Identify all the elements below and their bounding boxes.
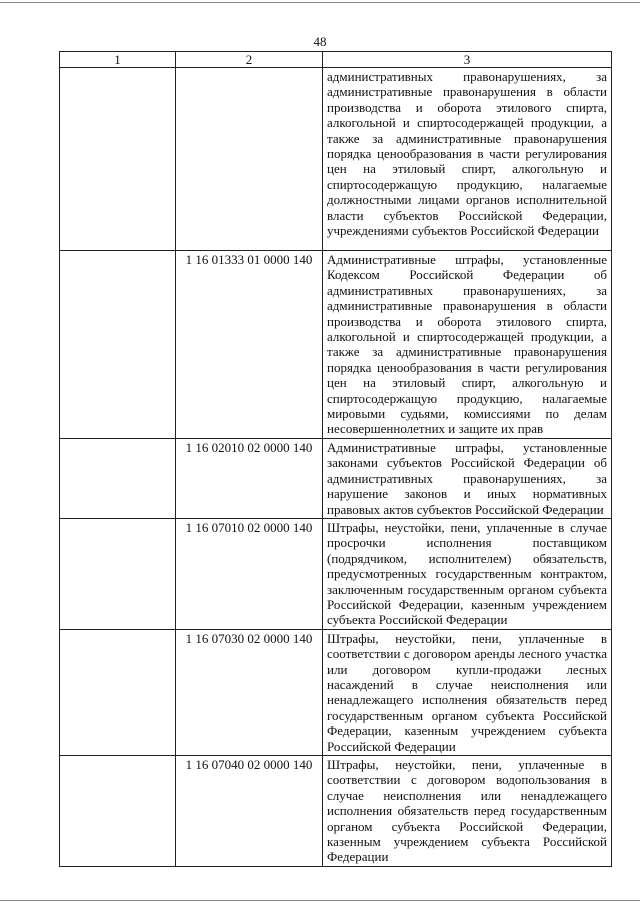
budget-code-cell: 1 16 07030 02 0000 140: [176, 629, 323, 755]
scan-top-edge: [0, 2, 640, 3]
budget-code-cell: 1 16 07010 02 0000 140: [176, 518, 323, 629]
budget-code-cell: [176, 68, 323, 251]
table-row: [60, 251, 612, 439]
row-col1-cell: [60, 438, 176, 518]
column-header-1: 1: [60, 52, 176, 68]
budget-codes-table: [59, 51, 612, 867]
page-number: 48: [313, 34, 327, 49]
row-col1-cell: [60, 251, 176, 439]
table-header-row: [60, 52, 612, 68]
row-col1-cell: [60, 629, 176, 755]
budget-code-cell: 1 16 07040 02 0000 140: [176, 756, 323, 867]
table-row: [60, 756, 612, 867]
row-col1-cell: [60, 756, 176, 867]
description-cell: Административные штрафы, установленные Кодексом Российской Федерации об административных правонарушениях, за административные правонарушения в области производства и оборота этилового спирта, алкогольной и спиртосодержащей продукции, а также за административные правонарушения порядка ценообразования в части регулирования цен на этиловый спирт, алкогольную и спиртосодержащую продукцию, налагаемые мировыми судьями, комиссиями по делам несовершеннолетних и защите их прав: [323, 251, 612, 439]
description-cell: Штрафы, неустойки, пени, уплаченные в случае просрочки исполнения поставщиком (подрядчиком, исполнителем) обязательств, предусмотренных государственным контрактом, заключенным государственным органом субъекта Российской Федерации, казенным учреждением субъекта Российской Федерации: [323, 518, 612, 629]
description-cell: Штрафы, неустойки, пени, уплаченные в соответствии с договором водопользования в случае неисполнения или ненадлежащего исполнения обязательств перед государственным органом субъекта Российской Федерации, казенным учреждением субъекта Российской Федерации: [323, 756, 612, 867]
description-cell: Штрафы, неустойки, пени, уплаченные в соответствии с договором аренды лесного участка или договором купли-продажи лесных насаждений в случае неисполнения или ненадлежащего исполнения обязательств перед государственным органом субъекта Российской Федерации, казенным учреждением субъекта Российской Федерации: [323, 629, 612, 755]
budget-code-cell: 1 16 02010 02 0000 140: [176, 438, 323, 518]
column-header-3: 3: [323, 52, 612, 68]
row-col1-cell: [60, 68, 176, 251]
table-row: [60, 438, 612, 518]
description-cell: административных правонарушениях, за административные правонарушения в области производства и оборота этилового спирта, алкогольной и спиртосодержащей продукции, а также за административные правонарушения порядка ценообразования в части регулирования цен на этиловый спирт, алкогольную и спиртосодержащую продукцию, налагаемые должностными лицами органов исполнительной власти субъектов Российской Федерации, учреждениями субъектов Российской Федерации: [323, 68, 612, 251]
table-row: [60, 629, 612, 755]
table-row: [60, 68, 612, 251]
description-cell: Административные штрафы, установленные законами субъектов Российской Федерации об административных правонарушениях, за нарушение законов и иных нормативных правовых актов субъектов Российской Федерации: [323, 438, 612, 518]
column-header-2: 2: [176, 52, 323, 68]
table-row: [60, 518, 612, 629]
scan-bottom-edge: [0, 900, 640, 901]
budget-code-cell: 1 16 01333 01 0000 140: [176, 251, 323, 439]
row-col1-cell: [60, 518, 176, 629]
